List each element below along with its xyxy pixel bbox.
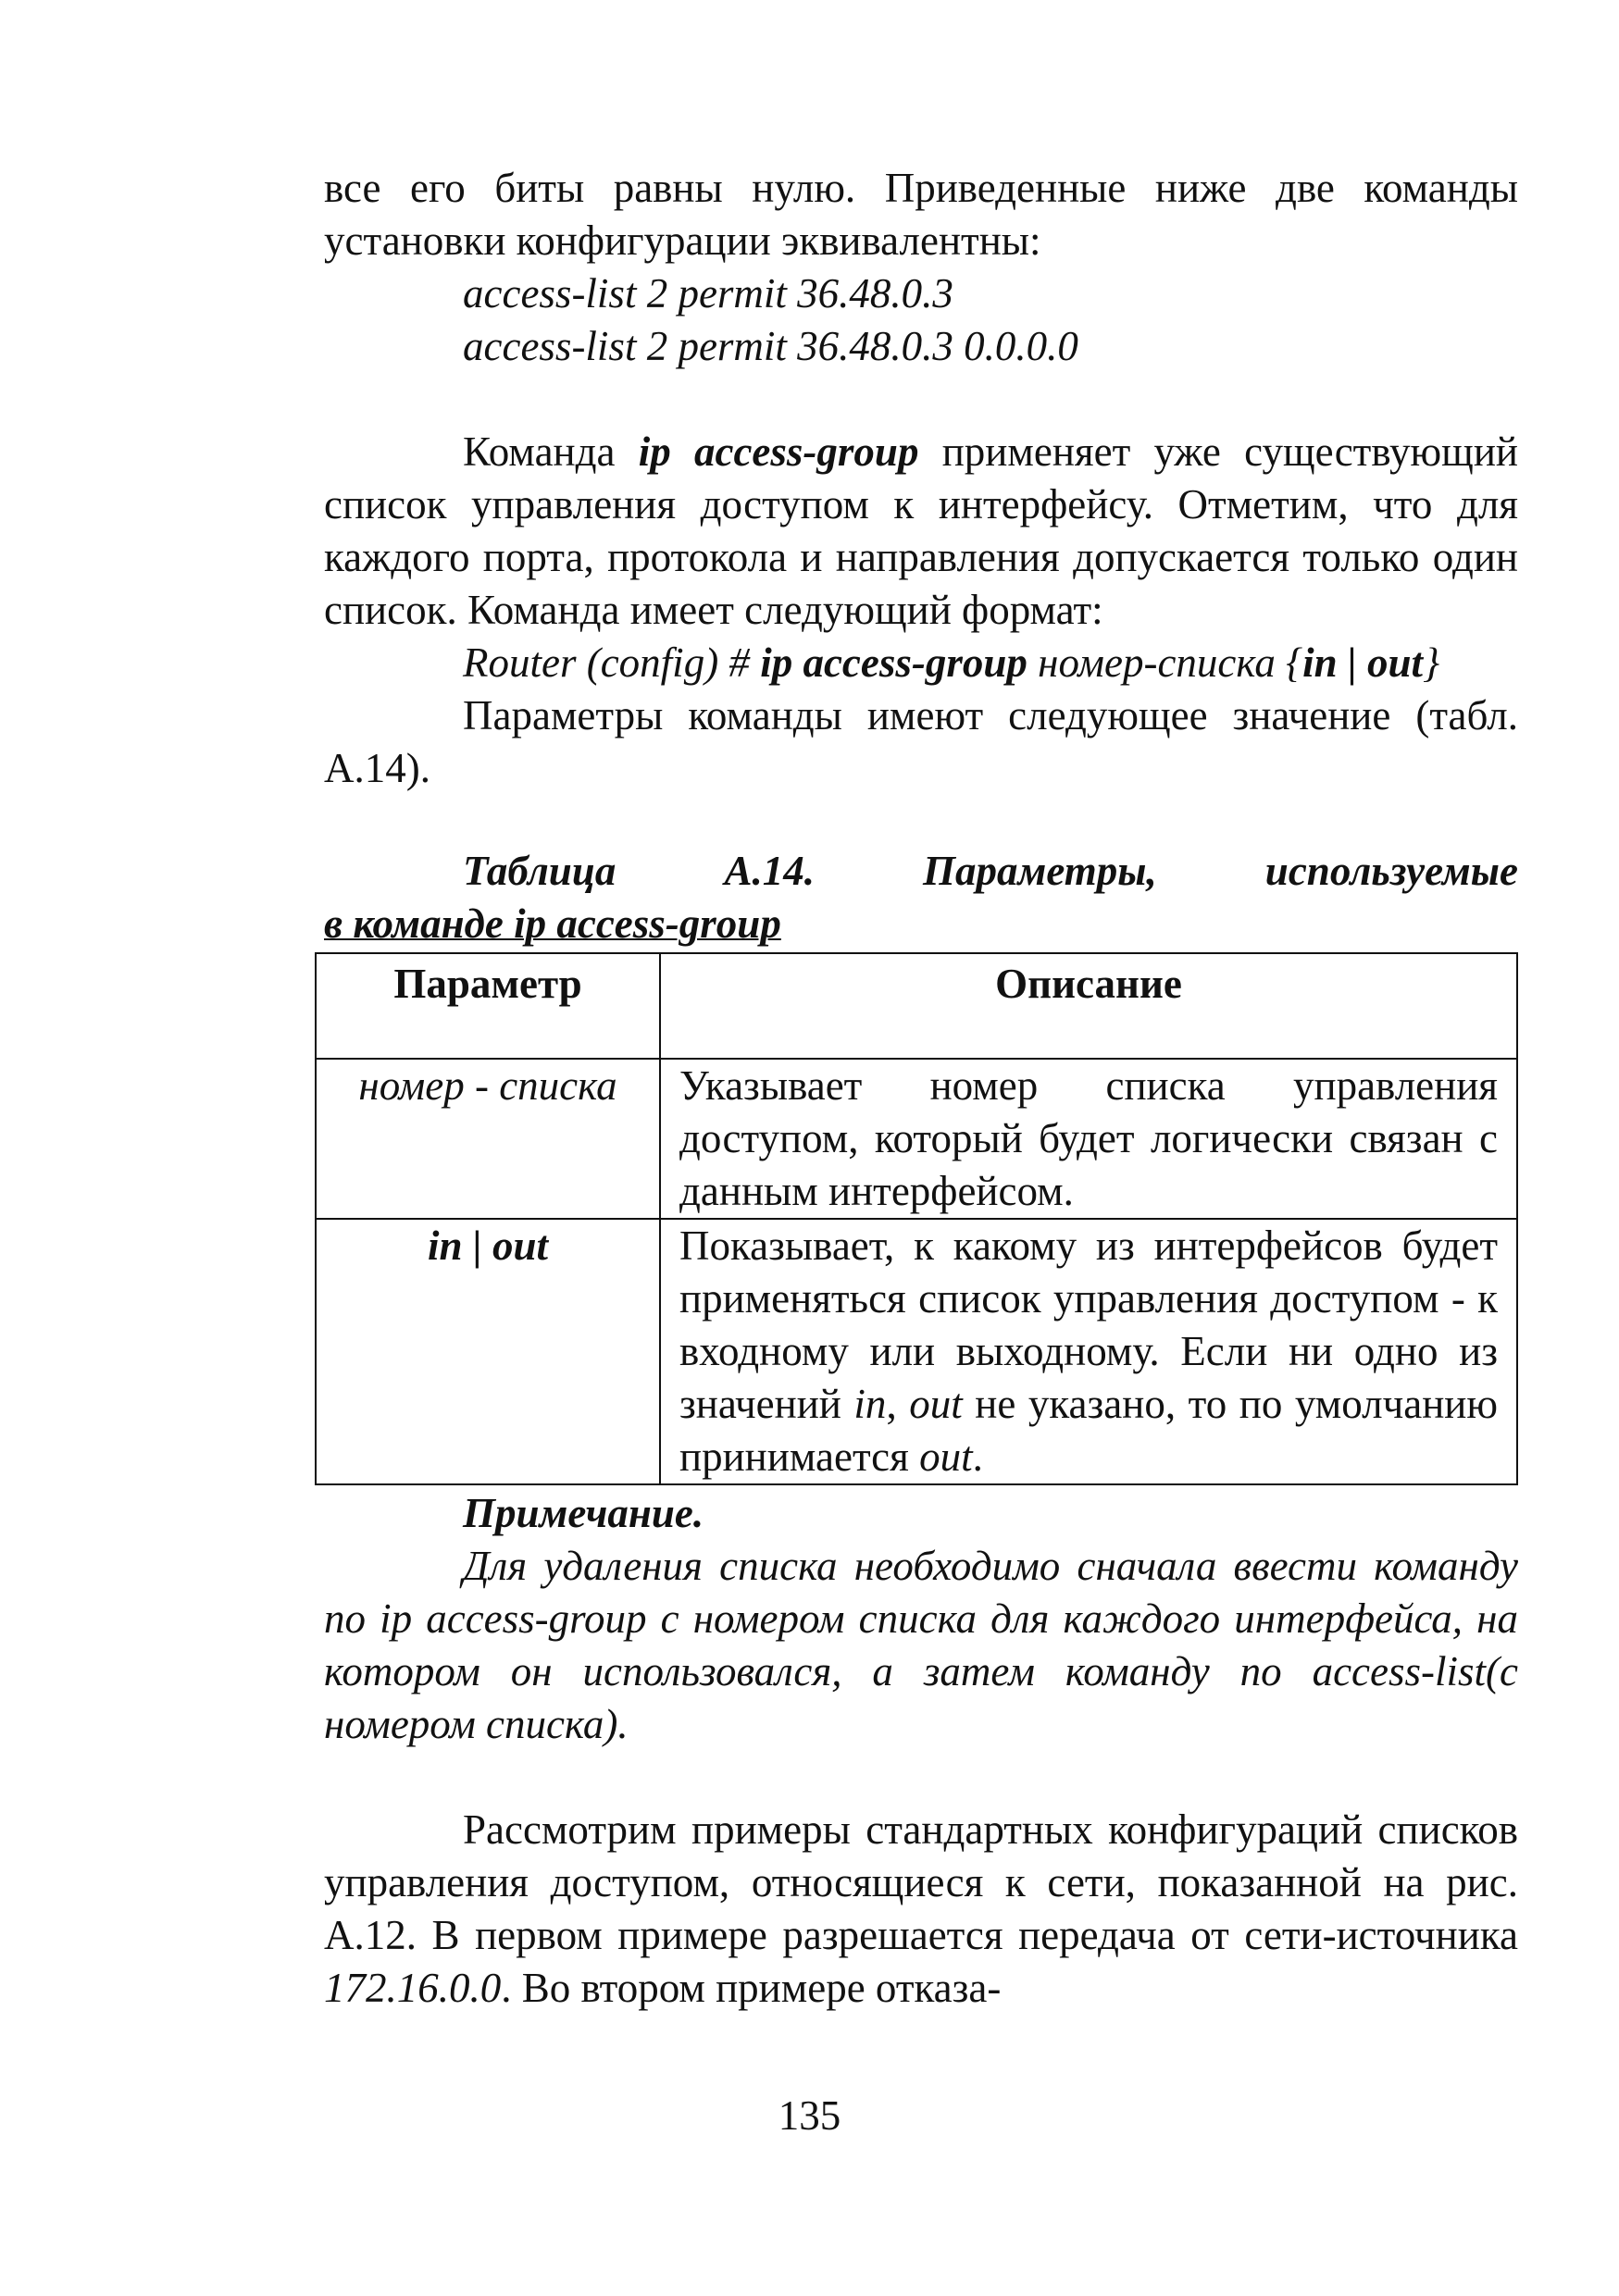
table-row — [316, 1059, 1517, 1219]
note-body: Для удаления списка необходимо сначала ввести команду no ip access-group с номером списка для каждого интерфейса, на котором он использовался, а затем команду no access-list(с номером списка). — [324, 1543, 1518, 1747]
header-description: Описание — [660, 953, 1517, 1059]
command-name: ip access-group — [638, 428, 919, 475]
page-content — [324, 162, 1518, 2015]
param-description: Показывает, к какому из интерфейсов будет применяться список управления доступом - к входному или выходному. Если ни одно из значений in, out не указано, то по умолчанию принимается out. — [660, 1219, 1517, 1484]
param-description: Указывает номер списка управления доступом, который будет логически связан с данным интерфейсом. — [660, 1059, 1517, 1219]
param-name: номер - списка — [358, 1062, 617, 1109]
code-line-2: access-list 2 permit 36.48.0.3 0.0.0.0 — [463, 323, 1078, 369]
table-header-row — [316, 953, 1517, 1059]
paragraph-examples: Рассмотрим примеры стандартных конфигураций списков управления доступом, относящиеся к сети, показанной на рис. А.12. В первом примере разрешается передача от сети-источника 172.16.0.0. Во втором примере отказа- — [324, 1806, 1518, 2011]
params-table — [315, 952, 1518, 1485]
table-row — [316, 1219, 1517, 1484]
header-param: Параметр — [316, 953, 660, 1059]
code-line-1: access-list 2 permit 36.48.0.3 — [463, 270, 953, 316]
paragraph-access-group: Команда ip access-group применяет уже существующий список управления доступом к интерфейсу. Отметим, что для каждого порта, протокола и направления допускается только один список. Команда имеет следующий формат: — [324, 428, 1518, 633]
note-title: Примечание. — [463, 1490, 704, 1536]
page-number: 135 — [778, 2092, 841, 2139]
command-syntax: Router (config) # ip access-group номер-списка {in | out} — [463, 639, 1440, 686]
table-caption: Таблица А.14. Параметры, используемые в команде ip access-group — [324, 848, 1518, 947]
param-name: in | out — [428, 1222, 548, 1269]
paragraph-params-ref: Параметры команды имеют следующее значение (табл. А.14). — [324, 692, 1518, 791]
paragraph-intro: все его биты равны нулю. Приведенные ниже две команды установки конфигурации эквивалентны: — [324, 165, 1518, 264]
